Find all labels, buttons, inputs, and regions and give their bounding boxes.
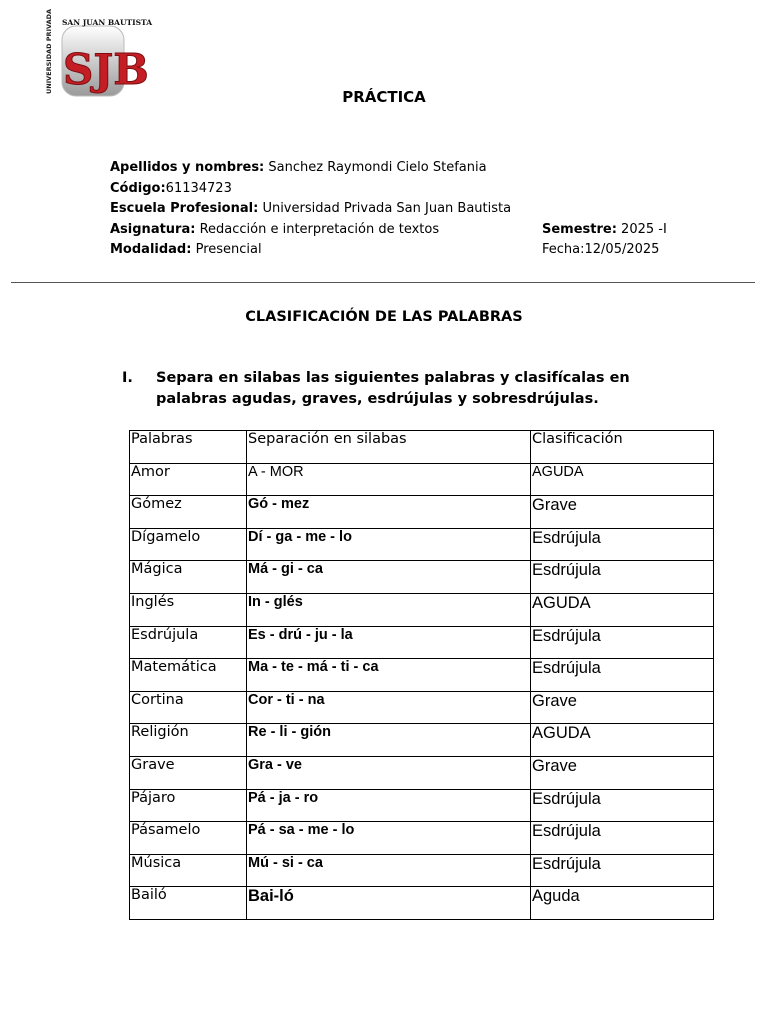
subject-row xyxy=(110,220,670,241)
word-cell: Amor xyxy=(130,463,247,496)
code-label: Código: xyxy=(110,180,166,196)
sjb-logo-icon xyxy=(45,8,153,98)
mode-label: Modalidad: xyxy=(110,242,192,257)
classification-cell: Grave xyxy=(531,691,714,724)
table-row xyxy=(130,724,714,757)
semester-field xyxy=(542,220,667,241)
names-label: Apellidos y nombres: xyxy=(110,160,265,175)
classification-cell: Esdrújula xyxy=(531,854,714,887)
word-cell: Pájaro xyxy=(130,789,247,822)
table-row xyxy=(130,463,714,496)
logo-letters: SJB xyxy=(63,45,149,94)
classification-cell: Aguda xyxy=(531,887,714,920)
syllables-cell: A - MOR xyxy=(247,463,531,496)
question xyxy=(122,368,682,410)
question-text: Separa en silabas las siguientes palabras y clasifícalas en palabras agudas, graves, esdrújulas y sobresdrújulas. xyxy=(156,370,630,407)
student-info xyxy=(110,158,670,261)
names-row xyxy=(110,158,670,179)
word-cell: Matemática xyxy=(130,659,247,692)
syllables-cell: Gó - mez xyxy=(247,496,531,529)
syllables-cell: Mú - si - ca xyxy=(247,854,531,887)
word-cell: Pásamelo xyxy=(130,822,247,855)
page-title: PRÁCTICA xyxy=(342,88,426,106)
section-title: CLASIFICACIÓN DE LAS PALABRAS xyxy=(245,309,523,325)
table-header-row xyxy=(130,431,714,464)
word-cell: Grave xyxy=(130,756,247,789)
table-row xyxy=(130,496,714,529)
date-text: Fecha:12/05/2025 xyxy=(542,242,660,257)
word-cell: Inglés xyxy=(130,593,247,626)
word-cell: Mágica xyxy=(130,561,247,594)
mode-value: Presencial xyxy=(191,242,262,257)
syllables-cell: Gra - ve xyxy=(247,756,531,789)
logo-side-text: UNIVERSIDAD PRIVADA xyxy=(45,8,53,94)
classification-cell: Grave xyxy=(531,496,714,529)
table-row xyxy=(130,887,714,920)
table-row xyxy=(130,822,714,855)
code-value: 61134723 xyxy=(165,180,232,196)
horizontal-divider xyxy=(11,282,755,283)
semester-value: 2025 -I xyxy=(616,221,667,237)
classification-cell: AGUDA xyxy=(531,593,714,626)
table-row xyxy=(130,561,714,594)
word-cell: Música xyxy=(130,854,247,887)
word-cell: Religión xyxy=(130,724,247,757)
table-row xyxy=(130,659,714,692)
syllables-cell: Re - li - gión xyxy=(247,724,531,757)
table-row xyxy=(130,528,714,561)
subject-label: Asignatura: xyxy=(110,221,196,237)
header-cell: Separación en silabas xyxy=(247,431,531,464)
word-cell: Dígamelo xyxy=(130,528,247,561)
word-cell: Bailó xyxy=(130,887,247,920)
table-row xyxy=(130,756,714,789)
syllables-cell: Bai-ló xyxy=(247,887,531,920)
table-row xyxy=(130,593,714,626)
table-row xyxy=(130,626,714,659)
syllables-cell: Ma - te - má - ti - ca xyxy=(247,659,531,692)
university-logo xyxy=(45,8,153,98)
semester-label: Semestre: xyxy=(542,221,617,237)
syllables-cell: Cor - ti - na xyxy=(247,691,531,724)
table-row xyxy=(130,854,714,887)
syllables-cell: Pá - ja - ro xyxy=(247,789,531,822)
syllables-cell: Pá - sa - me - lo xyxy=(247,822,531,855)
school-value: Universidad Privada San Juan Bautista xyxy=(258,201,512,216)
classification-cell: Esdrújula xyxy=(531,561,714,594)
classification-cell: Esdrújula xyxy=(531,822,714,855)
syllables-cell: In - glés xyxy=(247,593,531,626)
syllables-cell: Es - drú - ju - la xyxy=(247,626,531,659)
names-value: Sanchez Raymondi Cielo Stefania xyxy=(264,160,487,175)
question-number: I. xyxy=(122,370,133,386)
classification-table xyxy=(129,430,714,920)
mode-row xyxy=(110,240,670,261)
table-row xyxy=(130,789,714,822)
word-cell: Gómez xyxy=(130,496,247,529)
classification-cell: Esdrújula xyxy=(531,626,714,659)
logo-arc-text: SAN JUAN BAUTISTA xyxy=(62,18,153,27)
school-label: Escuela Profesional: xyxy=(110,201,259,216)
header-cell: Palabras xyxy=(130,431,247,464)
syllables-cell: Dí - ga - me - lo xyxy=(247,528,531,561)
classification-cell: Esdrújula xyxy=(531,789,714,822)
syllables-cell: Má - gi - ca xyxy=(247,561,531,594)
word-cell: Esdrújula xyxy=(130,626,247,659)
code-row xyxy=(110,179,670,200)
classification-cell: AGUDA xyxy=(531,724,714,757)
school-row xyxy=(110,199,670,220)
word-cell: Cortina xyxy=(130,691,247,724)
classification-cell: Esdrújula xyxy=(531,659,714,692)
classification-cell: Esdrújula xyxy=(531,528,714,561)
header-cell: Clasificación xyxy=(531,431,714,464)
classification-cell: AGUDA xyxy=(531,463,714,496)
subject-value: Redacción e interpretación de textos xyxy=(195,221,440,237)
classification-cell: Grave xyxy=(531,756,714,789)
table-row xyxy=(130,691,714,724)
